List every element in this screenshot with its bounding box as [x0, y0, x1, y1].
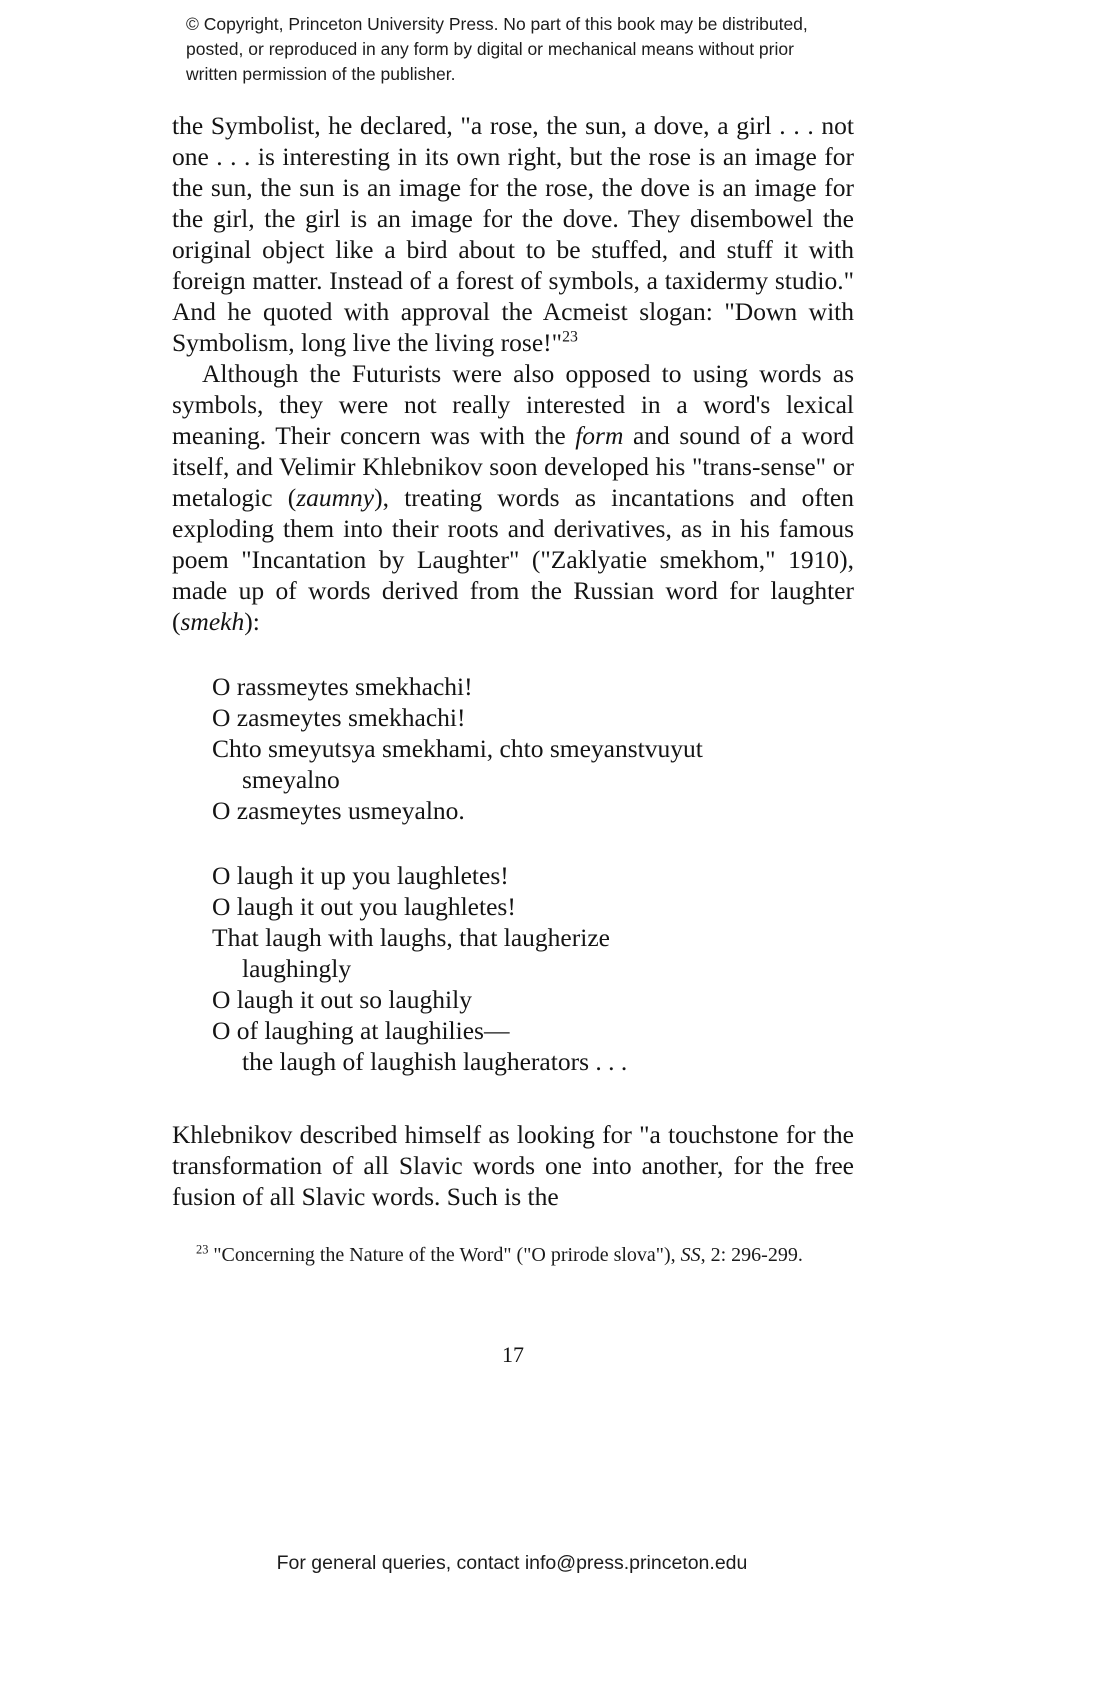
verse-line: O laugh it out so laughily [212, 985, 472, 1014]
verse-line: O of laughing at laughilies— [212, 1016, 510, 1045]
verse-line: O zasmeytes usmeyalno. [212, 796, 465, 825]
verse-line: O laugh it out you laughletes! [212, 892, 516, 921]
verse-line: Chto smeyutsya smekhami, chto smeyanstvuyut [212, 734, 703, 763]
verse-line: O laugh it up you laughletes! [212, 861, 509, 890]
text-segment: "Concerning the Nature of the Word" ("O prirode slova"), [208, 1244, 681, 1266]
text-segment: Khlebnikov described himself as looking for "a touchstone for the transformation of all Slavic words one into another, for the free fusion of all Slavic words. Such is the [172, 1120, 854, 1211]
verse-line: O zasmeytes smekhachi! [212, 703, 466, 732]
footnote-reference: 23 [196, 1242, 209, 1257]
text-segment: zaumny [296, 483, 375, 512]
footnote-23 [172, 1242, 854, 1269]
text-segment: and sound of a word itself, and Velimir Khlebnikov soon developed his "trans-sense" or metalogic ( [172, 421, 854, 512]
verse-line: smeyalno [242, 765, 340, 794]
verse-line: O rassmeytes smekhachi! [212, 672, 473, 701]
footer-query-note: For general queries, contact info@press.princeton.edu [276, 1552, 748, 1574]
text-segment: ), treating words as incantations and often exploding them into their roots and derivatives, as in his famous poem "Incantation by Laughter" ("Zaklyatie smekhom," 1910), made up of words derived from the Russian word for laughter ( [172, 483, 854, 636]
text-segment: Although the Futurists were also opposed to using words as symbols, they were not really interested in a word's lexical meaning. Their concern was with the [172, 359, 854, 450]
verse-english-translation [212, 860, 854, 1077]
paragraph-khlebnikov [172, 1119, 854, 1212]
text-segment: SS [680, 1244, 701, 1266]
text-segment: form [575, 421, 624, 450]
paragraph-symbolist [172, 110, 854, 358]
text-segment: , 2: 296-299. [700, 1244, 803, 1266]
verse-russian-transliteration [212, 671, 854, 826]
paragraph-futurists [172, 358, 854, 637]
verse-line: the laugh of laughish laugherators . . . [242, 1047, 628, 1076]
text-segment: ): [244, 607, 260, 636]
text-segment: the Symbolist, he declared, "a rose, the sun, a dove, a girl . . . not one . . . is interesting in its own right, but the rose is an image for the sun, the sun is an image for the rose, the dove is an image for the girl, the girl is an image for the dove. They disembowel the original object like a bird about to be stuffed, and stuff it with foreign matter. Instead of a forest of symbols, a taxidermy studio." And he quoted with approval the Acmeist slogan: "Down with Symbolism, long live the living rose!" [172, 111, 854, 357]
copyright-notice: © Copyright, Princeton University Press. No part of this book may be distributed, posted, or reproduced in any form by digital or mechanical means without prior written permission of the publisher. [186, 14, 808, 84]
page-number: 17 [502, 1342, 524, 1367]
footnote-reference: 23 [562, 328, 578, 346]
main-text-column [172, 110, 854, 1269]
verse-line: laughingly [242, 954, 352, 983]
verse-line: That laugh with laughs, that laugherize [212, 923, 610, 952]
text-segment: smekh [180, 607, 245, 636]
